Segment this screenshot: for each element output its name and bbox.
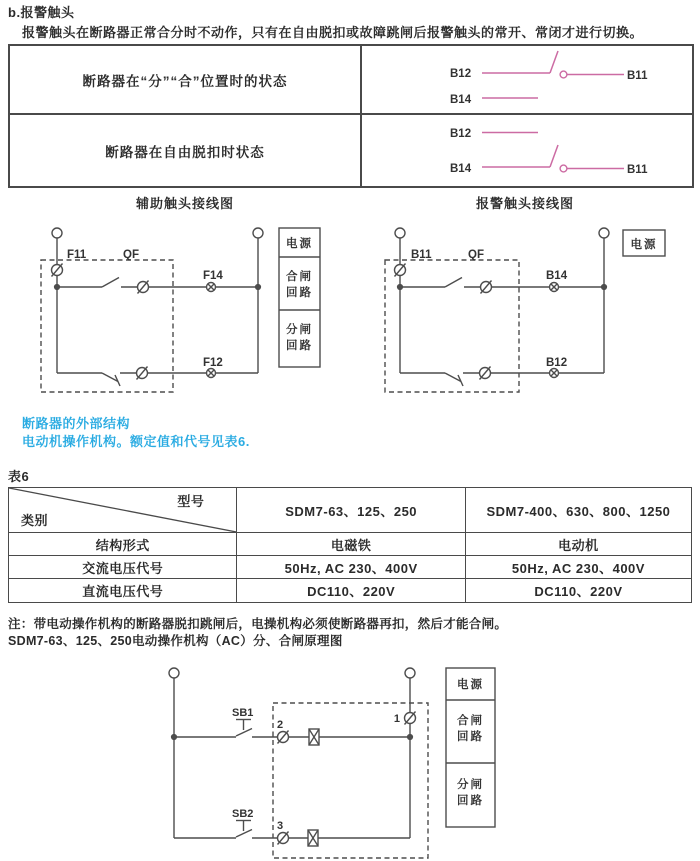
wire-label: SB2 [232,808,254,820]
wire-label: F12 [203,357,223,369]
switch-blade-icon [445,278,462,288]
legend-power: 电源 [630,239,658,251]
junction-dot [602,285,607,290]
diagonal-top-label: 型号 [177,494,205,509]
legend-opening-1: 分闸 [457,779,484,791]
contact-label: B12 [450,128,472,140]
blue-note-line1: 断路器的外部结构 [22,416,131,431]
terminal-icon [169,668,179,678]
table6-col1-header: SDM7-63、125、250 [237,488,465,533]
terminal-icon [599,228,609,238]
wire-label: QF [468,249,484,261]
wire-label: 1 [393,713,400,725]
contact-label: B14 [450,94,472,106]
note-line2: SDM7-63、125、250电动操作机构（AC）分、合闸原理图 [8,634,343,648]
lamp-icon [550,369,559,378]
legend-closing-1: 合闸 [457,715,484,727]
wire-label: B11 [411,249,432,261]
table-row [9,533,692,556]
wire-label: SB1 [232,707,254,719]
note-line1: 注：带电动操作机构的断路器脱扣跳闸后，电操机构必须使断路器再扣，然后才能合闸。 [8,617,508,631]
motor-circuit-lines [169,668,495,858]
contact-diagram-tripped [362,115,692,181]
legend-closing-1: 合闸 [286,271,313,283]
wire-label: 2 [277,719,284,731]
alarm-contact-state-table [8,44,694,188]
junction-dot [408,735,413,740]
pushbutton-icon [236,720,252,737]
table-row [9,45,693,114]
state-row1-diagram-cell [361,45,693,114]
dashed-enclosure [41,260,173,392]
alarm-diagram-title: 报警触头接线图 [475,196,574,211]
wire-label: 3 [277,820,284,832]
terminal-icon [395,228,405,238]
row-label: 结构形式 [9,533,237,556]
table-row [9,488,692,533]
contact-diagram-normal [362,46,692,108]
legend-power: 电源 [457,679,484,691]
junction-dot [398,285,403,290]
wire-label: B14 [546,270,568,282]
cell-value: DC110、220V [237,579,465,603]
blue-note-line2: 电动机操作机构。额定值和代号见表6. [22,434,250,449]
lamp-icon [207,283,216,292]
switch-blade-icon [550,145,558,167]
lamp-icon [550,283,559,292]
junction-dot [256,285,261,290]
wire-label: B12 [546,357,568,369]
switch-blade-icon [550,51,558,73]
wire-label: F14 [203,270,223,282]
legend-opening-2: 回路 [286,340,313,352]
lamp-icon [207,369,216,378]
legend-opening-1: 分闸 [286,324,313,336]
contact-label: B11 [627,164,648,176]
state-row1-label: 断路器在“分”“合”位置时的状态 [9,45,361,114]
diagonal-header-cell [9,488,237,533]
row-label: 交流电压代号 [9,556,237,579]
table6-caption: 表6 [8,469,30,484]
section-heading: b.报警触头 [8,5,75,20]
pivot-circle-icon [560,71,567,78]
state-row2-diagram-cell [361,114,693,187]
cell-value: 电磁铁 [237,533,465,556]
alarm-contact-wiring-diagram [375,225,675,405]
row-label: 直流电压代号 [9,579,237,603]
terminal-icon [253,228,263,238]
diagonal-bottom-label: 类别 [21,513,49,528]
state-row2-label: 断路器在自由脱扣时状态 [9,114,361,187]
junction-dot [55,285,60,290]
cell-value: 50Hz, AC 230、400V [465,556,691,579]
table-row [9,114,693,187]
table6 [8,487,692,603]
contact-label: B12 [450,68,472,80]
dashed-enclosure [385,260,519,392]
cell-value: 50Hz, AC 230、400V [237,556,465,579]
legend-power: 电源 [286,238,313,250]
switch-blade-icon [102,278,119,288]
pivot-circle-icon [560,165,567,172]
terminal-icon [52,228,62,238]
motor-mechanism-diagram [160,660,500,860]
contact-label: B11 [627,70,648,82]
wire-label: QF [123,249,139,261]
terminal-icon [405,668,415,678]
coil-icon [309,729,319,745]
intro-paragraph: 报警触头在断路器正常合分时不动作，只有在自由脱扣或故障跳闸后报警触头的常开、常闭才进行切换。 [22,25,644,40]
cell-value: 电动机 [465,533,691,556]
table-row [9,579,692,603]
contact-label: B14 [450,163,472,175]
dashed-enclosure [273,703,428,858]
aux-contact-wiring-diagram [35,225,335,405]
legend-opening-2: 回路 [457,795,484,807]
legend-closing-2: 回路 [457,731,484,743]
table-row [9,556,692,579]
coil-icon [308,830,318,846]
aux-diagram-title: 辅助触头接线图 [135,196,234,211]
cell-value: DC110、220V [465,579,691,603]
table6-col2-header: SDM7-400、630、800、1250 [465,488,691,533]
junction-dot [172,735,177,740]
legend-closing-2: 回路 [286,287,313,299]
pushbutton-icon [236,821,252,838]
wire-label: F11 [67,249,87,261]
